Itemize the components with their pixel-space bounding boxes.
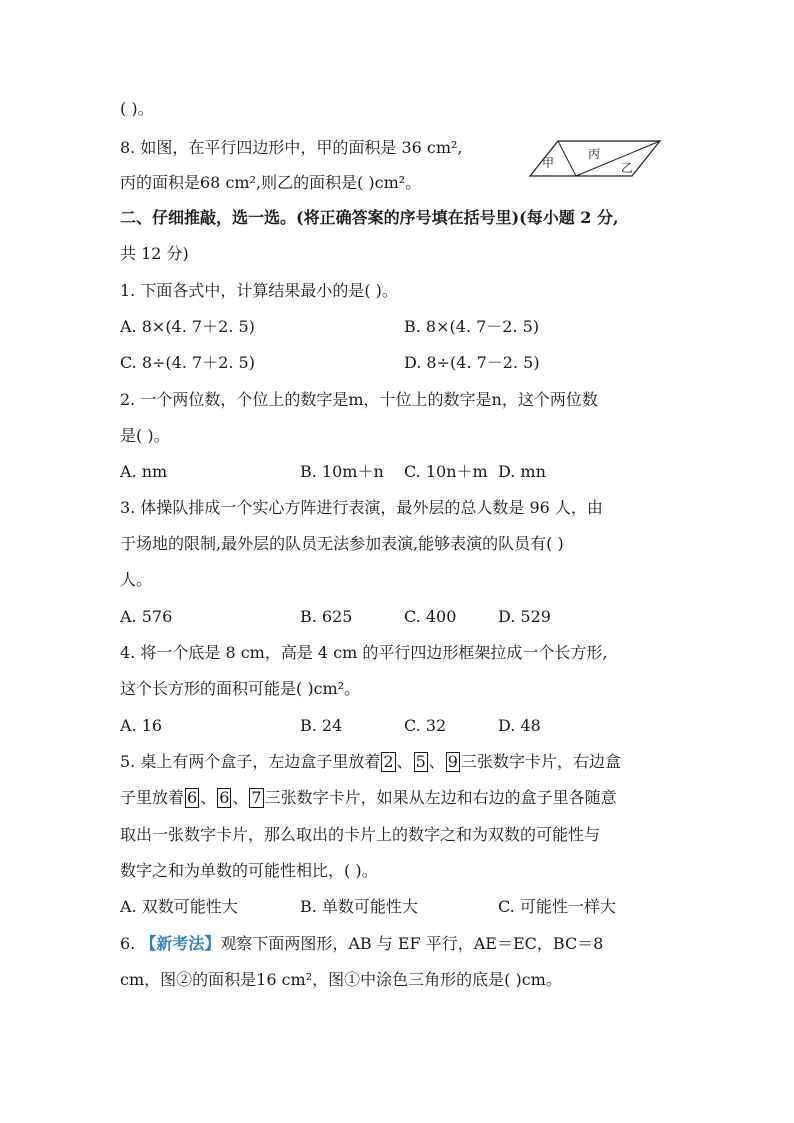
q3-option-b: B. 625 (300, 607, 353, 626)
q1-option-b: B. 8×(4. 7－2. 5) (404, 317, 540, 336)
card-separator: 、 (232, 788, 249, 807)
q3-option-c: C. 400 (404, 607, 457, 626)
q3-line3: 人。 (120, 570, 153, 589)
q4-line1: 4. 将一个底是 8 cm，高是 4 cm 的平行四边形框架拉成一个长方形, (120, 643, 608, 662)
q2-option-d: D. mn (498, 462, 546, 481)
q5-line3: 取出一张数字卡片，那么取出的卡片上的数字之和为双数的可能性与 (120, 825, 601, 844)
q6-line2: cm，图②的面积是16 cm²，图①中涂色三角形的底是( )cm。 (120, 970, 562, 989)
q5-line2-text-a: 子里放着 (120, 788, 185, 807)
q5-line2 (120, 787, 617, 809)
number-card: 5 (415, 752, 426, 771)
q4-option-c: C. 32 (404, 716, 447, 735)
q3-line2: 于场地的限制,最外层的队员无法参加表演,能够表演的队员有( ) (120, 534, 564, 553)
q3-option-d: D. 529 (498, 607, 551, 626)
q4-option-d: D. 48 (498, 716, 541, 735)
q2-option-a: A. nm (120, 462, 168, 481)
figure-label-yi: 乙 (621, 161, 634, 175)
q2-line1: 2. 一个两位数，个位上的数字是m，十位上的数字是n，这个两位数 (120, 390, 598, 409)
prev-answer-blank: ( )。 (120, 99, 154, 118)
number-card: 2 (383, 752, 394, 771)
q5-option-b: B. 单数可能性大 (300, 897, 418, 916)
figure-label-bing: 丙 (588, 147, 601, 161)
new-method-tag: 【新考法】 (140, 934, 221, 953)
q5-line1-text-a: 5. 桌上有两个盒子，左边盒子里放着 (120, 752, 381, 771)
q4-line2: 这个长方形的面积可能是( )cm²。 (120, 679, 361, 698)
q1-option-c: C. 8÷(4. 7＋2. 5) (120, 353, 255, 372)
q8-line1: 8. 如图，在平行四边形中，甲的面积是 36 cm², (120, 138, 463, 157)
q5-option-c: C. 可能性一样大 (498, 897, 616, 916)
q3-option-a: A. 576 (120, 607, 173, 626)
q6-line1 (120, 933, 603, 955)
q6-number: 6. (120, 934, 141, 953)
q4-option-b: B. 24 (300, 716, 343, 735)
section2-heading-line2: 共 12 分) (120, 244, 189, 263)
number-card: 6 (219, 788, 230, 807)
q5-option-a: A. 双数可能性大 (120, 897, 238, 916)
figure-label-jia: 甲 (542, 156, 555, 170)
q5-line1 (120, 751, 621, 773)
q2-option-c: C. 10n＋m (404, 462, 488, 481)
figure-diagonal-left (558, 141, 576, 176)
number-card: 9 (447, 752, 458, 771)
q1-option-d: D. 8÷(4. 7－2. 5) (404, 353, 540, 372)
card-separator: 、 (396, 752, 413, 771)
number-card: 7 (251, 788, 262, 807)
card-separator: 、 (428, 752, 445, 771)
card-separator: 、 (200, 788, 217, 807)
number-card: 6 (187, 788, 198, 807)
section2-heading-line1: 二、仔细推敲，选一选。(将正确答案的序号填在括号里)(每小题 2 分, (120, 208, 619, 227)
q2-option-b: B. 10m＋n (300, 462, 384, 481)
q3-line1: 3. 体操队排成一个实心方阵进行表演，最外层的总人数是 96 人，由 (120, 498, 603, 517)
parallelogram-figure (528, 136, 663, 182)
q6-line1-text: 观察下面两图形，AB 与 EF 平行，AE＝EC，BC＝8 (220, 934, 604, 953)
q5-line2-text-b: 三张数字卡片，如果从左边和右边的盒子里各随意 (264, 788, 617, 807)
q8-line2: 丙的面积是68 cm²,则乙的面积是( )cm²。 (120, 173, 422, 192)
q5-line4: 数字之和为单数的可能性相比，( )。 (120, 861, 378, 880)
q1-option-a: A. 8×(4. 7＋2. 5) (120, 317, 255, 336)
q4-option-a: A. 16 (120, 716, 163, 735)
q1-stem: 1. 下面各式中，计算结果最小的是( )。 (120, 281, 398, 300)
q2-line2: 是( )。 (120, 426, 170, 445)
q5-line1-text-b: 三张数字卡片，右边盒 (460, 752, 621, 771)
